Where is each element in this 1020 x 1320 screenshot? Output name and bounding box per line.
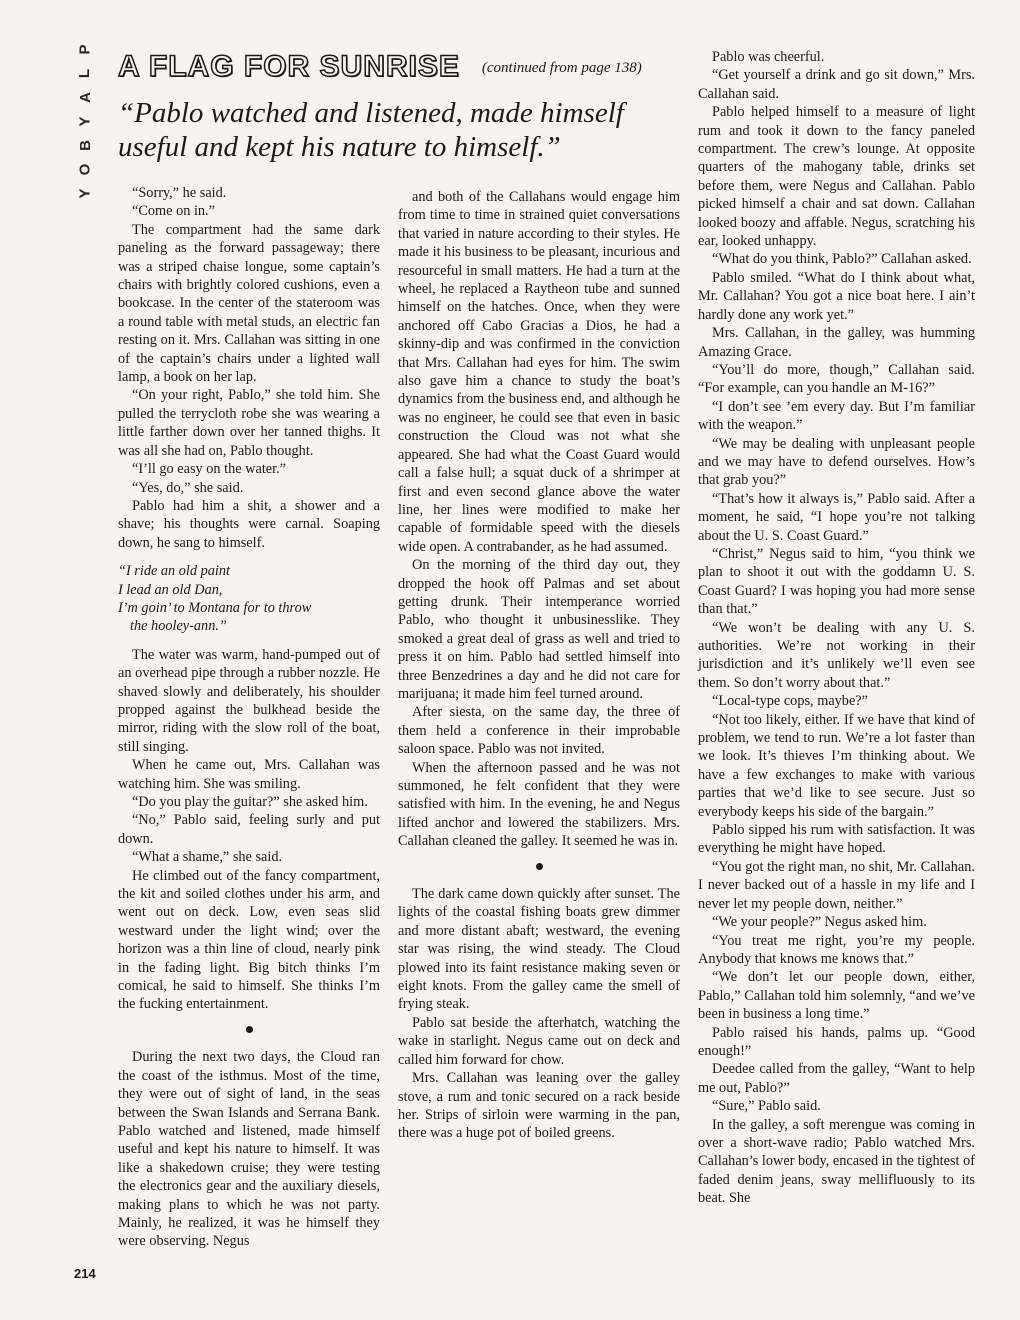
paragraph: In the galley, a soft merengue was coming in over a short-wave radio; Pablo watched Mrs. Callahan’s lower body, encased in the tightest of faded denim jeans, sway mellifluously to its beat. She	[698, 1116, 975, 1207]
paragraph: The water was warm, hand-pumped out of an overhead pipe through a rubber nozzle. He shaved slowly and deliberately, his shoulder propped against the bulkhead beside the mirror, riding with the slow roll of the boat, still singing.	[118, 646, 380, 755]
spine-letter: L	[76, 68, 94, 79]
article-header	[118, 50, 698, 90]
paragraph: “We won’t be dealing with any U. S. authorities. We’re not working in their jurisdiction and it’s unlikely we’ll even see them. So don’t worry about that.”	[698, 619, 975, 691]
bullet-icon	[246, 1026, 253, 1033]
paragraph: Pablo had him a shit, a shower and a shave; his thoughts were carnal. Soaping down, he sang to himself.	[118, 497, 380, 551]
paragraph: Pablo sat beside the afterhatch, watching the wake in starlight. Negus came out on deck and called him forward for chow.	[398, 1014, 680, 1068]
bullet-icon	[536, 863, 543, 870]
paragraph: “I don’t see ’em every day. But I’m familiar with the weapon.”	[698, 398, 975, 434]
text-column-2	[398, 188, 680, 1143]
paragraph: When the afternoon passed and he was not summoned, he felt confident that they were satisfied with him. In the evening, he and Negus lifted anchor and lowered the stabilizers. Mrs. Callahan cleaned the galley. It seemed he was in.	[398, 759, 680, 850]
paragraph: On the morning of the third day out, they dropped the hook off Palmas and set about getting drunk. Their intemperance worried Pablo, who thought it unbusinesslike. They smoked a great deal of grass as well and tried to press it on him. Pablo had settled himself into three Benzedrines a day and he did not care for marijuana; it made him feel turned around.	[398, 557, 680, 702]
paragraph: Mrs. Callahan, in the galley, was humming Amazing Grace.	[698, 325, 975, 360]
paragraph: “We may be dealing with unpleasant people and we may have to defend ourselves. How’s that grab you?”	[698, 435, 975, 489]
paragraph: After siesta, on the same day, the three of them held a conference in their improbable saloon space. Pablo was not invited.	[398, 704, 680, 758]
paragraph: He climbed out of the fancy compartment, the kit and soiled clothes under his arm, and went out on deck. Low, even seas slid westward under the light wind; over the horizon was a thin line of cloud, nearly pink in the fading light. Big bitch thinks I’m comical, he said to himself. She thinks I’m the fucking entertainment.	[118, 867, 380, 1013]
text-column-1	[118, 184, 380, 1251]
paragraph: Deedee called from the galley, “Want to help me out, Pablo?”	[698, 1061, 975, 1096]
pull-quote: “Pablo watched and listened, made himself useful and kept his nature to himself.”	[118, 97, 624, 163]
spine-letter: B	[76, 140, 94, 151]
paragraph: “We your people?” Negus asked him.	[712, 914, 927, 931]
col1-paras-2	[118, 646, 380, 1014]
section-separator	[398, 859, 680, 877]
paragraph: “Get yourself a drink and go sit down,” Mrs. Callahan said.	[698, 67, 975, 102]
paragraph: “You treat me right, you’re my people. Anybody that knows me knows that.”	[698, 932, 975, 967]
verse-line: “I ride an old paint	[118, 563, 230, 580]
text-column-3	[698, 48, 975, 1208]
paragraph: “We don’t let our people down, either, Pablo,” Callahan told him solemnly, “and we’ve been in business a long time.”	[698, 969, 975, 1023]
spine-letter: A	[76, 92, 94, 103]
paragraph: “What do you think, Pablo?” Callahan asked.	[712, 251, 972, 268]
paragraph: Pablo was cheerful.	[712, 49, 825, 65]
paragraph: The dark came down quickly after sunset. The lights of the coastal fishing boats grew dimmer and more distant abaft; westward, the evening star was rising, the wind steady. The Cloud plowed into its faint resistance making seven or eight knots. From the galley came the smell of frying steak.	[398, 886, 680, 1013]
paragraph: The compartment had the same dark paneling as the forward passageway; there was a striped chaise longue, some captain’s chairs with brightly colored cushions, even a bookcase. In the center of the stateroom was a round table with metal studs, an electric fan resting on it. Mrs. Callahan was sitting in one of the captain’s chairs under a lighted wall lamp, a book on her lap.	[118, 221, 380, 386]
paragraph: Pablo helped himself to a measure of light rum and took it down to the fancy paneled compartment. The crew’s lounge. At opposite quarters of the mahogany table, drinks set before them, were Negus and Callahan. Pablo picked himself a chair and sat down. Callahan looked boozy and affable. Negus, scratching his ear, looked unhappy.	[698, 104, 975, 250]
spine-letter: O	[76, 163, 94, 176]
magazine-spine	[72, 40, 98, 208]
paragraph: “You got the right man, no shit, Mr. Callahan. I never backed out of a hassle in my life and I never let my people down, neither.”	[698, 858, 975, 912]
paragraph: During the next two days, the Cloud ran the coast of the isthmus. Most of the time, they were out of sight of land, in the seas between the Swan Islands and Serrana Bank. Pablo watched and listened, made himself useful and kept his nature to himself. It was like a shakedown cruise; they were testing the electronics gear and the auxiliary diesels, making plans to which he was not party. Mainly, he realized, it was he himself they were observing. Negus	[118, 1049, 380, 1250]
paragraph: “What a shame,” she said.	[132, 849, 283, 866]
page-number: 214	[74, 1266, 96, 1281]
col3-paras	[698, 48, 975, 1208]
paragraph: “No,” Pablo said, feeling surly and put down.	[118, 812, 380, 847]
col1-paras	[118, 184, 380, 552]
spine-letter: Y	[76, 188, 94, 199]
paragraph: “Local-type cops, maybe?”	[712, 693, 868, 710]
verse-line: I’m goin’ to Montana for to throw	[118, 599, 312, 616]
song-verse	[118, 562, 380, 636]
paragraph: and both of the Callahans would engage him from time to time in strained quiet conversations that varied in nature according to their styles. He made it his business to be pleasant, incurious and resourceful in small matters. He had a turn at the wheel, he replaced a Raytheon tube and sunned himself on the hatches. Once, when they were anchored off Cabo Gracias a Dios, he had a skinny-dip and was confirmed in the conviction that Mrs. Callahan had eyes for him. The swim also gave him a chance to study the boat’s dynamics from the business end, and although he was no engineer, he could see that even in basic construction the Cloud was not what she appeared. She had what the Coast Guard would call a false hull; a squat duck of a shrimper at first and even second glance above the water line, her lines were modified to make her capable of formidable speed with the diesels wide open. A contrabander, as he had assumed.	[398, 189, 680, 555]
paragraph: “I’ll go easy on the water.”	[132, 461, 287, 478]
paragraph: Pablo smiled. “What do I think about what, Mr. Callahan? You got a nice boat here. I ain’t hardly done any work yet.”	[698, 269, 975, 323]
paragraph: Pablo raised his hands, palms up. “Good enough!”	[698, 1024, 975, 1059]
verse-line: the hooley-ann.”	[130, 618, 227, 635]
paragraph: “Sorry,” he said.	[132, 185, 227, 201]
spine-letter: P	[76, 44, 94, 55]
col2-paras-2	[398, 885, 680, 1143]
paragraph: “Come on in.”	[132, 203, 215, 220]
paragraph: Pablo sipped his rum with satisfaction. It was everything he might have hoped.	[698, 822, 975, 857]
paragraph: “Do you play the guitar?” she asked him.	[132, 794, 368, 810]
col1-paras-3	[118, 1048, 380, 1250]
col2-paras	[398, 188, 680, 851]
section-separator	[118, 1022, 380, 1040]
continued-note: (continued from page 138)	[481, 60, 642, 76]
paragraph: “Yes, do,” she said.	[132, 479, 244, 496]
paragraph: “Not too likely, either. If we have that kind of problem, we tend to run. We’re a lot faster than we look. It’s thieves I’m thinking about. We have a few exchanges to make with various parties that we’d like to see secure. Just so everybody keeps his side of the bargain.”	[698, 711, 975, 820]
verse-line: I lead an old Dan,	[118, 581, 223, 598]
paragraph: “Christ,” Negus said to him, “you think we plan to shoot it out with the goddamn U. S. Coast Guard? I was hoping you had more sense than that.”	[698, 545, 975, 618]
paragraph: “You’ll do more, though,” Callahan said. “For example, can you handle an M-16?”	[698, 361, 975, 397]
paragraph: Mrs. Callahan was leaning over the galley stove, a rum and tonic secured on a rack beside her. Strips of sirloin were warming in the pan, there was a huge pot of boiled greens.	[398, 1070, 680, 1142]
paragraph: When he came out, Mrs. Callahan was watching him. She was smiling.	[118, 757, 380, 792]
paragraph: “On your right, Pablo,” she told him. She pulled the terrycloth robe she was wearing a little farther down over her tanned thighs. It was all she had on, Pablo thought.	[118, 387, 380, 459]
paragraph: “Sure,” Pablo said.	[712, 1098, 821, 1115]
article-title: A FLAG FOR SUNRISE	[118, 50, 460, 83]
spine-letter: Y	[76, 116, 94, 127]
paragraph: “That’s how it always is,” Pablo said. After a moment, he said, “I hope you’re not talking about the U. S. Coast Guard.”	[698, 490, 975, 544]
